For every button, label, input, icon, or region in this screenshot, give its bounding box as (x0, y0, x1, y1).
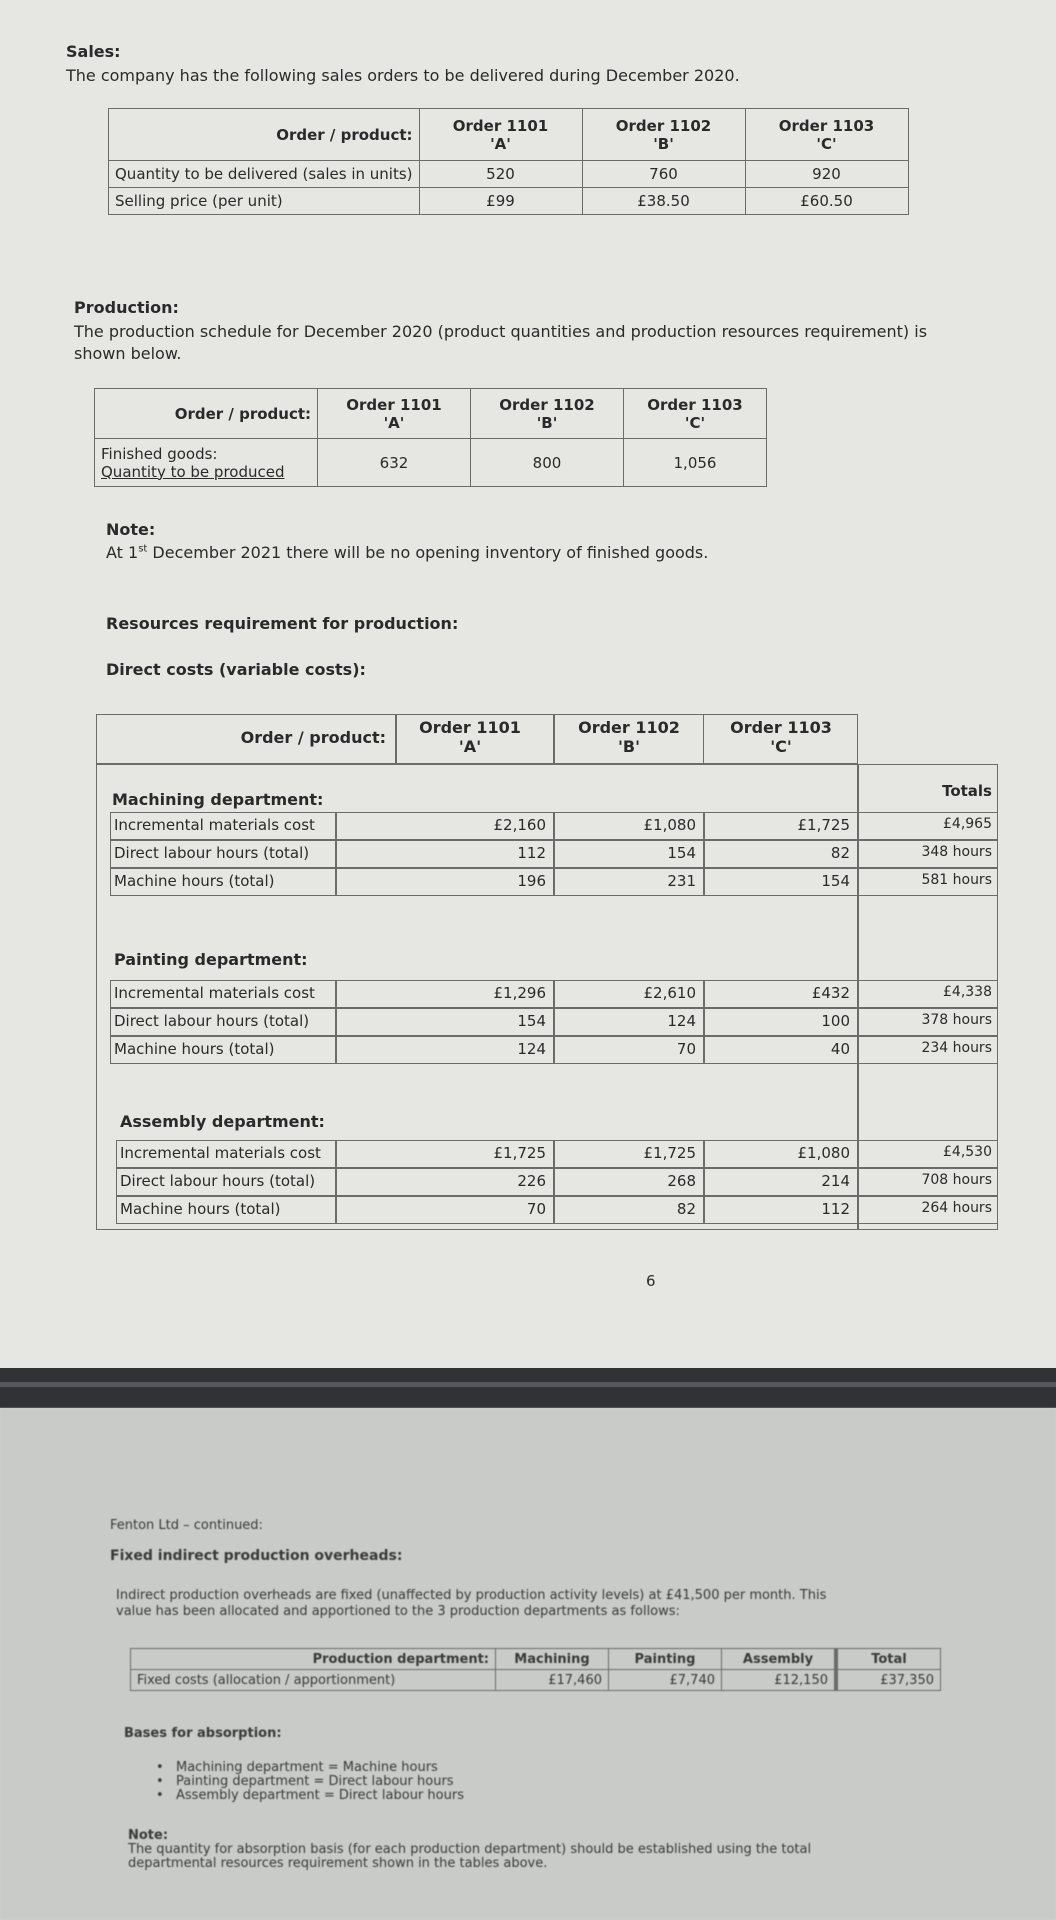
direct-header-label: Order / product: (240, 728, 386, 747)
fixed-overheads-heading: Fixed indirect production overheads: (110, 1548, 403, 1564)
page-one: Sales: The company has the following sales orders to be delivered during December 2020. Order / product: Order 1101 'A' Order 1102 'B' Order 1103 'C' Quantity to be delivered (sales in units) 520 760 920 Selling price (per unit) £99 £38.50 £60.50 Production: The production schedule for December 2020 (product quantities and production resources requirement) is shown below. Order / product: Order 1101 'A' Order 1102 'B' Order 1103 'C' Finished goods: Quantity to be produced 632 800 1,056 Note: At 1st December 2021 there will be no opening inventory of finished goods. Resources requirement for production: Direct costs (variable costs): Order / product: Order 1101 'A' Order 1102 'B' Order 1103 'C' Totals Machining department: Incremental materials cost Direct labour hours (total) Machine hours (total) £2,160 112 196 £1,080 154 231 £1,725 82 154 £4,965 348 hours 581 hours Painting department: Incremental materials cost Direct labour hours (total) Machine hours (total) £1,296 154 124 £2,610 124 70 £432 100 40 £4,338 378 hours 234 hours Assembly department: Incremental materials cost Direct labour hours (total) Machine hours (total) £1,725 226 70 £1,725 268 82 £1,080 214 112 £4,530 708 hours 264 hours 6 (0, 0, 1056, 1368)
production-header-order-1103: Order 1103 'C' (624, 389, 767, 439)
assembly-department-heading: Assembly department: (120, 1112, 325, 1131)
sales-intro: The company has the following sales orders to be delivered during December 2020. (66, 66, 740, 85)
sales-header-order-1102: Order 1102 'B' (582, 109, 745, 161)
production-heading: Production: (74, 298, 179, 317)
direct-header-order-1101: Order 1101 'A' (419, 718, 521, 756)
list-item: • Painting department = Direct labour hours (156, 1774, 454, 1789)
table-row: Finished goods: Quantity to be produced 632 800 1,056 (95, 439, 767, 487)
page-two (0, 1408, 1056, 1920)
sales-header-order-1101: Order 1101 'A' (419, 109, 582, 161)
table-row: Quantity to be delivered (sales in units) 520 760 920 (109, 161, 909, 188)
page2-note-text-line1: The quantity for absorption basis (for each production department) should be established using the total (128, 1842, 812, 1857)
sales-heading: Sales: (66, 42, 121, 61)
bases-heading: Bases for absorption: (124, 1726, 282, 1741)
fixed-header-painting: Painting (609, 1649, 722, 1670)
machining-department-heading: Machining department: (112, 790, 324, 809)
direct-header-order-1102: Order 1102 'B' (578, 718, 680, 756)
page-number: 6 (646, 1272, 656, 1290)
fixed-header-total: Total (836, 1649, 941, 1670)
fixed-header-assembly: Assembly (722, 1649, 837, 1670)
sales-header-order-1103: Order 1103 'C' (745, 109, 908, 161)
list-item: • Assembly department = Direct labour hours (156, 1788, 464, 1803)
production-intro-line2: shown below. (74, 344, 182, 363)
painting-department-heading: Painting department: (114, 950, 308, 969)
page2-note-text-line2: departmental resources requirement shown in the tables above. (128, 1856, 548, 1871)
list-item: • Machining department = Machine hours (156, 1760, 438, 1775)
note-text: At 1st December 2021 there will be no opening inventory of finished goods. (106, 543, 709, 562)
sales-header-label: Order / product: (109, 109, 420, 161)
note-heading: Note: (106, 520, 156, 539)
totals-label: Totals (942, 782, 992, 800)
fixed-header-label: Production department: (131, 1649, 496, 1670)
production-header-order-1101: Order 1101 'A' (318, 389, 471, 439)
production-header-order-1102: Order 1102 'B' (471, 389, 624, 439)
table-row: Fixed costs (allocation / apportionment) £17,460 £7,740 £12,150 £37,350 (131, 1670, 941, 1691)
direct-costs-heading: Direct costs (variable costs): (106, 660, 366, 679)
production-header-label: Order / product: (95, 389, 318, 439)
page2-note-heading: Note: (128, 1828, 169, 1843)
fixed-header-machining: Machining (496, 1649, 609, 1670)
production-table (94, 388, 767, 487)
fixed-costs-table (130, 1648, 941, 1691)
page-divider (0, 1368, 1056, 1408)
table-row: Selling price (per unit) £99 £38.50 £60.50 (109, 188, 909, 215)
fixed-overheads-text-line2: value has been allocated and apportioned to the 3 production departments as follows: (116, 1604, 680, 1619)
direct-header-order-1103: Order 1103 'C' (730, 718, 832, 756)
fixed-overheads-text-line1: Indirect production overheads are fixed (unaffected by production activity levels) at £41,500 per month. This (116, 1588, 827, 1603)
sales-table (108, 108, 909, 215)
resources-heading: Resources requirement for production: (106, 614, 459, 633)
continued-label: Fenton Ltd – continued: (110, 1518, 263, 1533)
production-intro-line1: The production schedule for December 2020 (product quantities and production resources requirement) is (74, 322, 928, 341)
